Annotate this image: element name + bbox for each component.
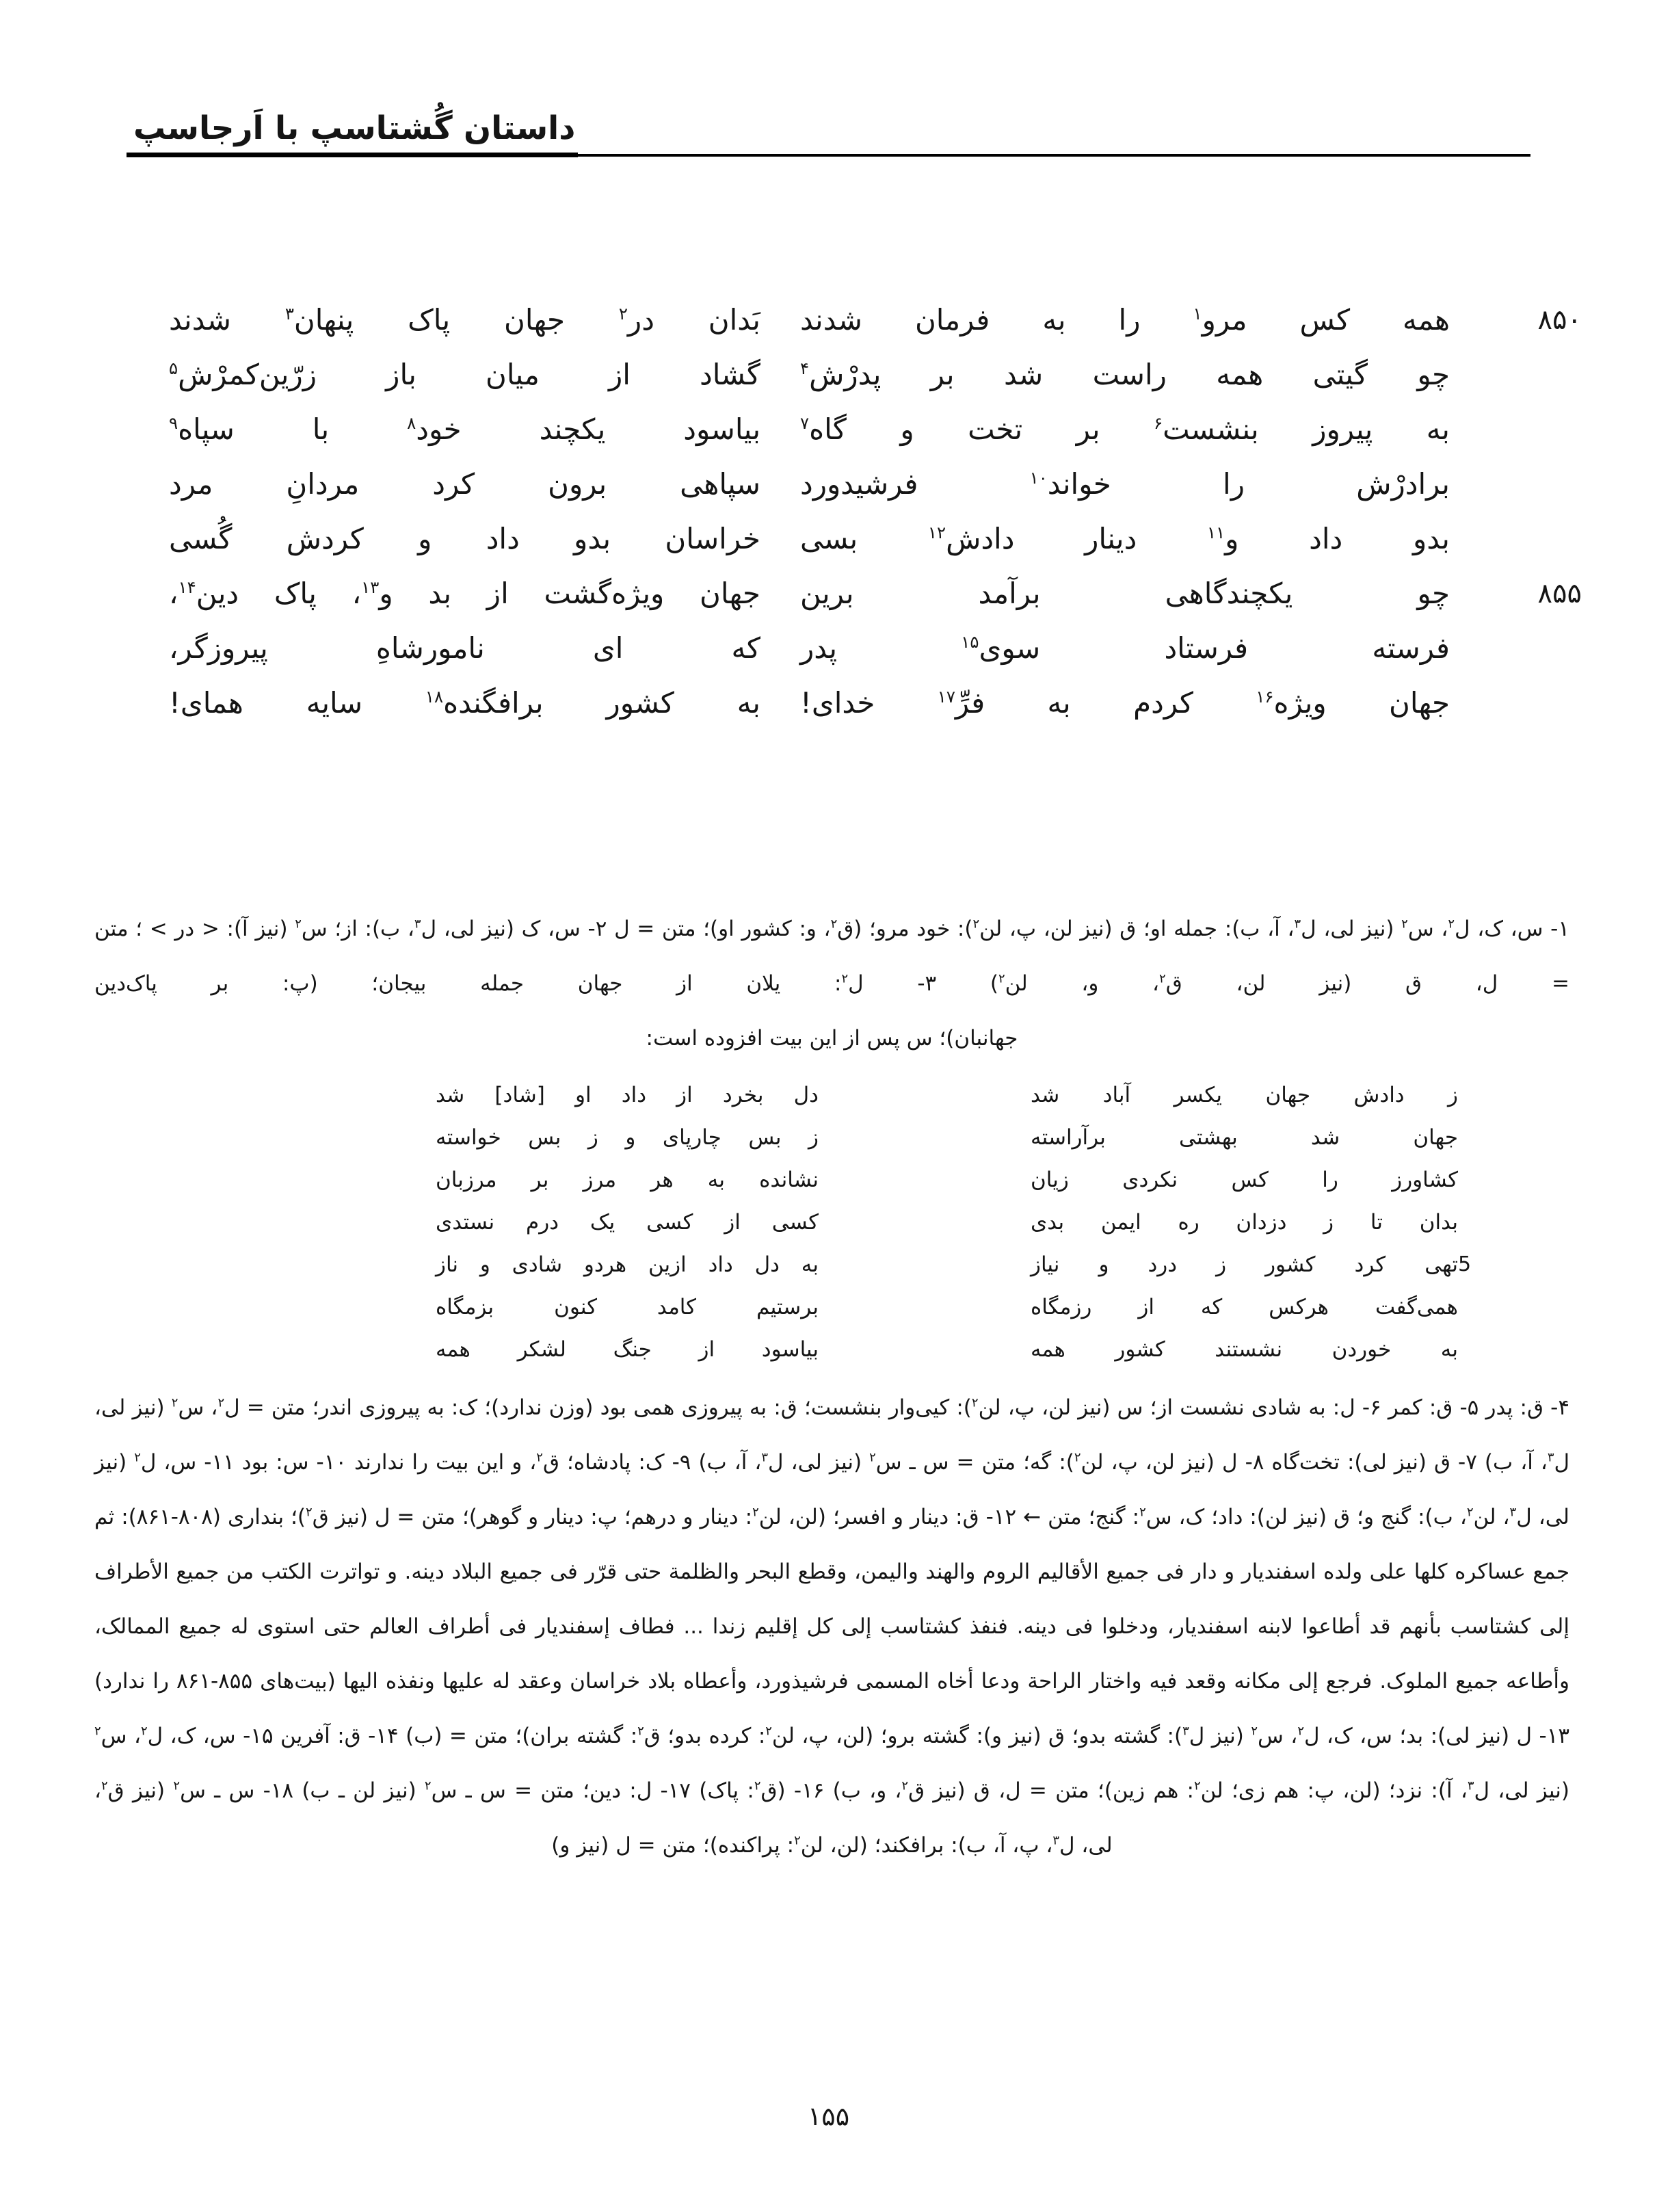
poem-first-hemistich: همی‌گفت هرکس که از رزمگاه (1031, 1295, 1458, 1319)
poem-column-spacer (819, 1116, 1031, 1159)
first-hemistich: برادرْش را خواند$^{۱۰}$ فرشیدورد (800, 467, 1450, 501)
poem-column-spacer (819, 1328, 1031, 1371)
page-number: ۱۵۵ (807, 2101, 850, 2131)
verse-row (169, 347, 1582, 402)
poem-second-hemistich: دل بخرد از داد او [شاد] شد (436, 1083, 819, 1107)
poem-first-hemistich: تهی کرد کشور ز درد و نیاز (1031, 1252, 1458, 1277)
quoted-poem-row (94, 1243, 1482, 1286)
verse-number (1489, 457, 1582, 512)
poem-second-hemistich: کسی از کسی یک درم نستدی (436, 1210, 819, 1235)
poem-line-number (1458, 1074, 1482, 1116)
quoted-poem-row (94, 1074, 1482, 1116)
second-hemistich: گشاد از میان باز زرّین‌کمرْش$^۵$ (169, 358, 760, 391)
poem-line-number (1458, 1159, 1482, 1201)
verse-number (1489, 621, 1582, 676)
second-hemistich: بَدان در$^۲$ جهان پاک پنهان$^۳$ شدند (169, 303, 760, 337)
poem-first-hemistich: ز دادش جهان یکسر آباد شد (1031, 1083, 1458, 1107)
verse-number (1489, 402, 1582, 457)
verse-row (169, 566, 1582, 621)
apparatus-paragraph-2-tail: لی، ل$^۳$، پ، آ، ب): برافکند؛ (لن، لن$^۲$: پراکنده)؛ متن = ل (نیز و) (551, 1833, 1113, 1858)
second-hemistich: که ای نامورشاهِ پیروزگر، (169, 631, 760, 665)
apparatus-section (94, 901, 1569, 1873)
poem-second-hemistich: ز بس چارپای و ز بس خواسته (436, 1125, 819, 1150)
poem-column-spacer (819, 1201, 1031, 1243)
second-hemistich: بیاسود یکچند خود$^۸$ با سپاه$^۹$ (169, 412, 761, 446)
second-hemistich: جهان ویژه‌گشت از بد و$^{۱۳}$، پاک دین$^{۱۴}$، (169, 577, 760, 610)
poem-line-number (1458, 1328, 1482, 1371)
verse-row (169, 621, 1582, 676)
first-hemistich: بدو داد و$^{۱۱}$ دینار دادش$^{۱۲}$ بسی (800, 522, 1450, 555)
first-hemistich: چو گیتی همه راست شد بر پدرْش$^۴$ (800, 358, 1450, 391)
apparatus-paragraph-1: ۱- س، ک، ل$^۲$، س$^۲$ (نیز لی، ل$^۳$، آ، ب): جمله او؛ ق (نیز لن، پ، لن$^۲$): خود مرو؛ (ق$^۲$، و: کشور او)؛ متن = ل ۲- س، ک (نیز لی، ل$^۳$، ب): از؛ س$^۲$ (نیز آ): < در > ؛ متن = ل، ق (نیز لن، ق$^۲$، و، لن$^۲$) ۳- ل$^۲$: یلان از جهان جمله بیجان؛ (پ: بر پاک‌دین (94, 917, 1570, 996)
poem-second-hemistich: نشانده به هر مرز بر مرزبان (436, 1168, 819, 1192)
poem-line-number: 5 (1458, 1252, 1472, 1276)
second-hemistich: سپاهی برون کرد مردانِ مرد (169, 467, 760, 501)
poem-line-number (1458, 1201, 1482, 1243)
verse-row (169, 676, 1582, 730)
quoted-poem-row (94, 1159, 1482, 1201)
poem-line-number (1458, 1286, 1482, 1328)
verse-number: ۸۵۵ (1537, 578, 1582, 609)
second-hemistich: به کشور برافگنده$^{۱۸}$ سایه همای! (169, 686, 760, 720)
chapter-title: داستان گُشتاسپ با اَرجاسپ (127, 109, 578, 157)
first-hemistich: چو یکچندگاهی برآمد برین (800, 577, 1450, 610)
poem-column-spacer (819, 1159, 1031, 1201)
second-hemistich: خراسان بدو داد و کردش گُسی (169, 522, 760, 555)
first-hemistich: به پیروز بنشست$^۶$ بر تخت و گاه$^۷$ (800, 412, 1450, 446)
first-hemistich: فرسته فرستاد سوی$^{۱۵}$ پدر (800, 631, 1450, 665)
verse-section (169, 293, 1582, 730)
first-hemistich: جهان ویژه$^{۱۶}$ کردم به فرِّ$^{۱۷}$ خدای! (800, 686, 1450, 720)
verse-row (169, 402, 1582, 457)
poem-column-spacer (819, 1243, 1031, 1286)
poem-first-hemistich: به خوردن نشستند کشور همه (1031, 1337, 1458, 1362)
poem-line-number (1458, 1116, 1482, 1159)
poem-first-hemistich: کشاورز را کس نکردی زیان (1031, 1168, 1458, 1192)
poem-column-spacer (819, 1286, 1031, 1328)
verse-row (169, 512, 1582, 566)
quoted-poem (94, 1074, 1482, 1371)
verse-number (1489, 512, 1582, 566)
poem-first-hemistich: جهان شد بهشتی برآراسته (1031, 1125, 1458, 1150)
running-head (127, 109, 1530, 157)
quoted-poem-row (94, 1286, 1482, 1328)
quoted-poem-row (94, 1116, 1482, 1159)
quoted-poem-row (94, 1201, 1482, 1243)
verse-number: ۸۵۰ (1537, 304, 1582, 336)
apparatus-paragraph-2: ۴- ق: پدر ۵- ق: کمر ۶- ل: به شادی نشست از؛ س (نیز لن، پ، لن$^۲$): کیی‌وار بنشست؛ ق: به پیروزی همی بود (وزن ندارد)؛ ک: به پیروزی اندر؛ متن = ل$^۲$، س$^۲$ (نیز لی، ل$^۳$، آ، ب) ۷- ق (نیز لی): تخت‌گاه ۸- ل (نیز لن، پ، لن$^۲$): گه؛ متن = س ـ س$^۲$ (نیز لی، ل$^۳$، آ، ب) ۹- ک: پادشاه؛ ق$^۲$، و این بیت را ندارند ۱۰- س: بود ۱۱- س، ل$^۲$ (نیز لی، ل$^۳$، لن$^۲$، ب): گنج و؛ ق (نیز لن): داد؛ ک، س$^۲$: گنج؛ متن ← ۱۲- ق: دینار و افسر؛ (لن، لن$^۲$: دینار و درهم؛ پ: دینار و گوهر)؛ متن = ل (نیز ق$^۲$)؛ بنداری (۸۰۸-۸۶۱): ثم جمع عساکره کلها علی ولده اسفندیار و دار فی جمیع الأقالیم الروم والهند والیمن، وقطع البحر والظلمة حتی قرّر فی جمیع البلاد دینه. و تواترت الکتب من جمیع الأطراف إلی کشتاسب بأنهم قد أطاعوا لابنه اسفندیار، ودخلوا فی دینه. فنفذ کشتاسب إلی کل إقلیم زندا ... فطاف إسفندیار فی أطراف العالم حتی استوی له جمیع الممالک، وأطاعه جمیع الملوک. فرجع إلی مکانه وقعد فیه واختار الراحة ودعا أخاه المسمی فرشیذورد، وأعطاه بلاد خراسان وعقد له علیها ونفذه الیها (بیت‌های ۸۵۵-۸۶۱ را ندارد) ۱۳- ل (نیز لی): بد؛ س، ک، ل$^۲$، س$^۲$ (نیز ل$^۳$): گشته بدو؛ ق (نیز و): گشته برو؛ (لن، پ، لن$^۲$: کرده بدو؛ ق$^۲$: گشته بران)؛ متن = (ب) ۱۴- ق: آفرین ۱۵- س، ک، ل$^۲$، س$^۲$ (نیز لی، ل$^۳$، آ): نزد؛ (لن، پ: هم زی؛ لن$^۲$: هم زین)؛ متن = ل، ق (نیز ق$^۲$، و، ب) ۱۶- (ق$^۲$: پاک) ۱۷- ل: دین؛ متن = س ـ س$^۲$ (نیز لن ـ ب) ۱۸- س ـ س$^۲$ (نیز ق$^۲$، (94, 1395, 1570, 1803)
poem-second-hemistich: برستیم کامد کنون بزمگاه (436, 1295, 819, 1319)
poem-column-spacer (819, 1074, 1031, 1116)
apparatus-paragraph-1-tail: جهانبان)؛ س پس از این بیت افزوده است: (646, 1026, 1018, 1051)
verse-row (169, 293, 1582, 347)
poem-first-hemistich: بدان تا ز دزدان ره ایمن بدی (1031, 1210, 1458, 1235)
quoted-poem-row (94, 1328, 1482, 1371)
verse-row (169, 457, 1582, 512)
first-hemistich: همه کس مرو$^۱$ را به فرمان شدند (800, 303, 1450, 337)
verse-number (1489, 676, 1582, 730)
verse-number (1489, 347, 1582, 402)
poem-second-hemistich: بیاسود از جنگ لشکر همه (436, 1337, 819, 1362)
poem-second-hemistich: به دل داد ازین هردو شادی و ناز (436, 1252, 819, 1277)
